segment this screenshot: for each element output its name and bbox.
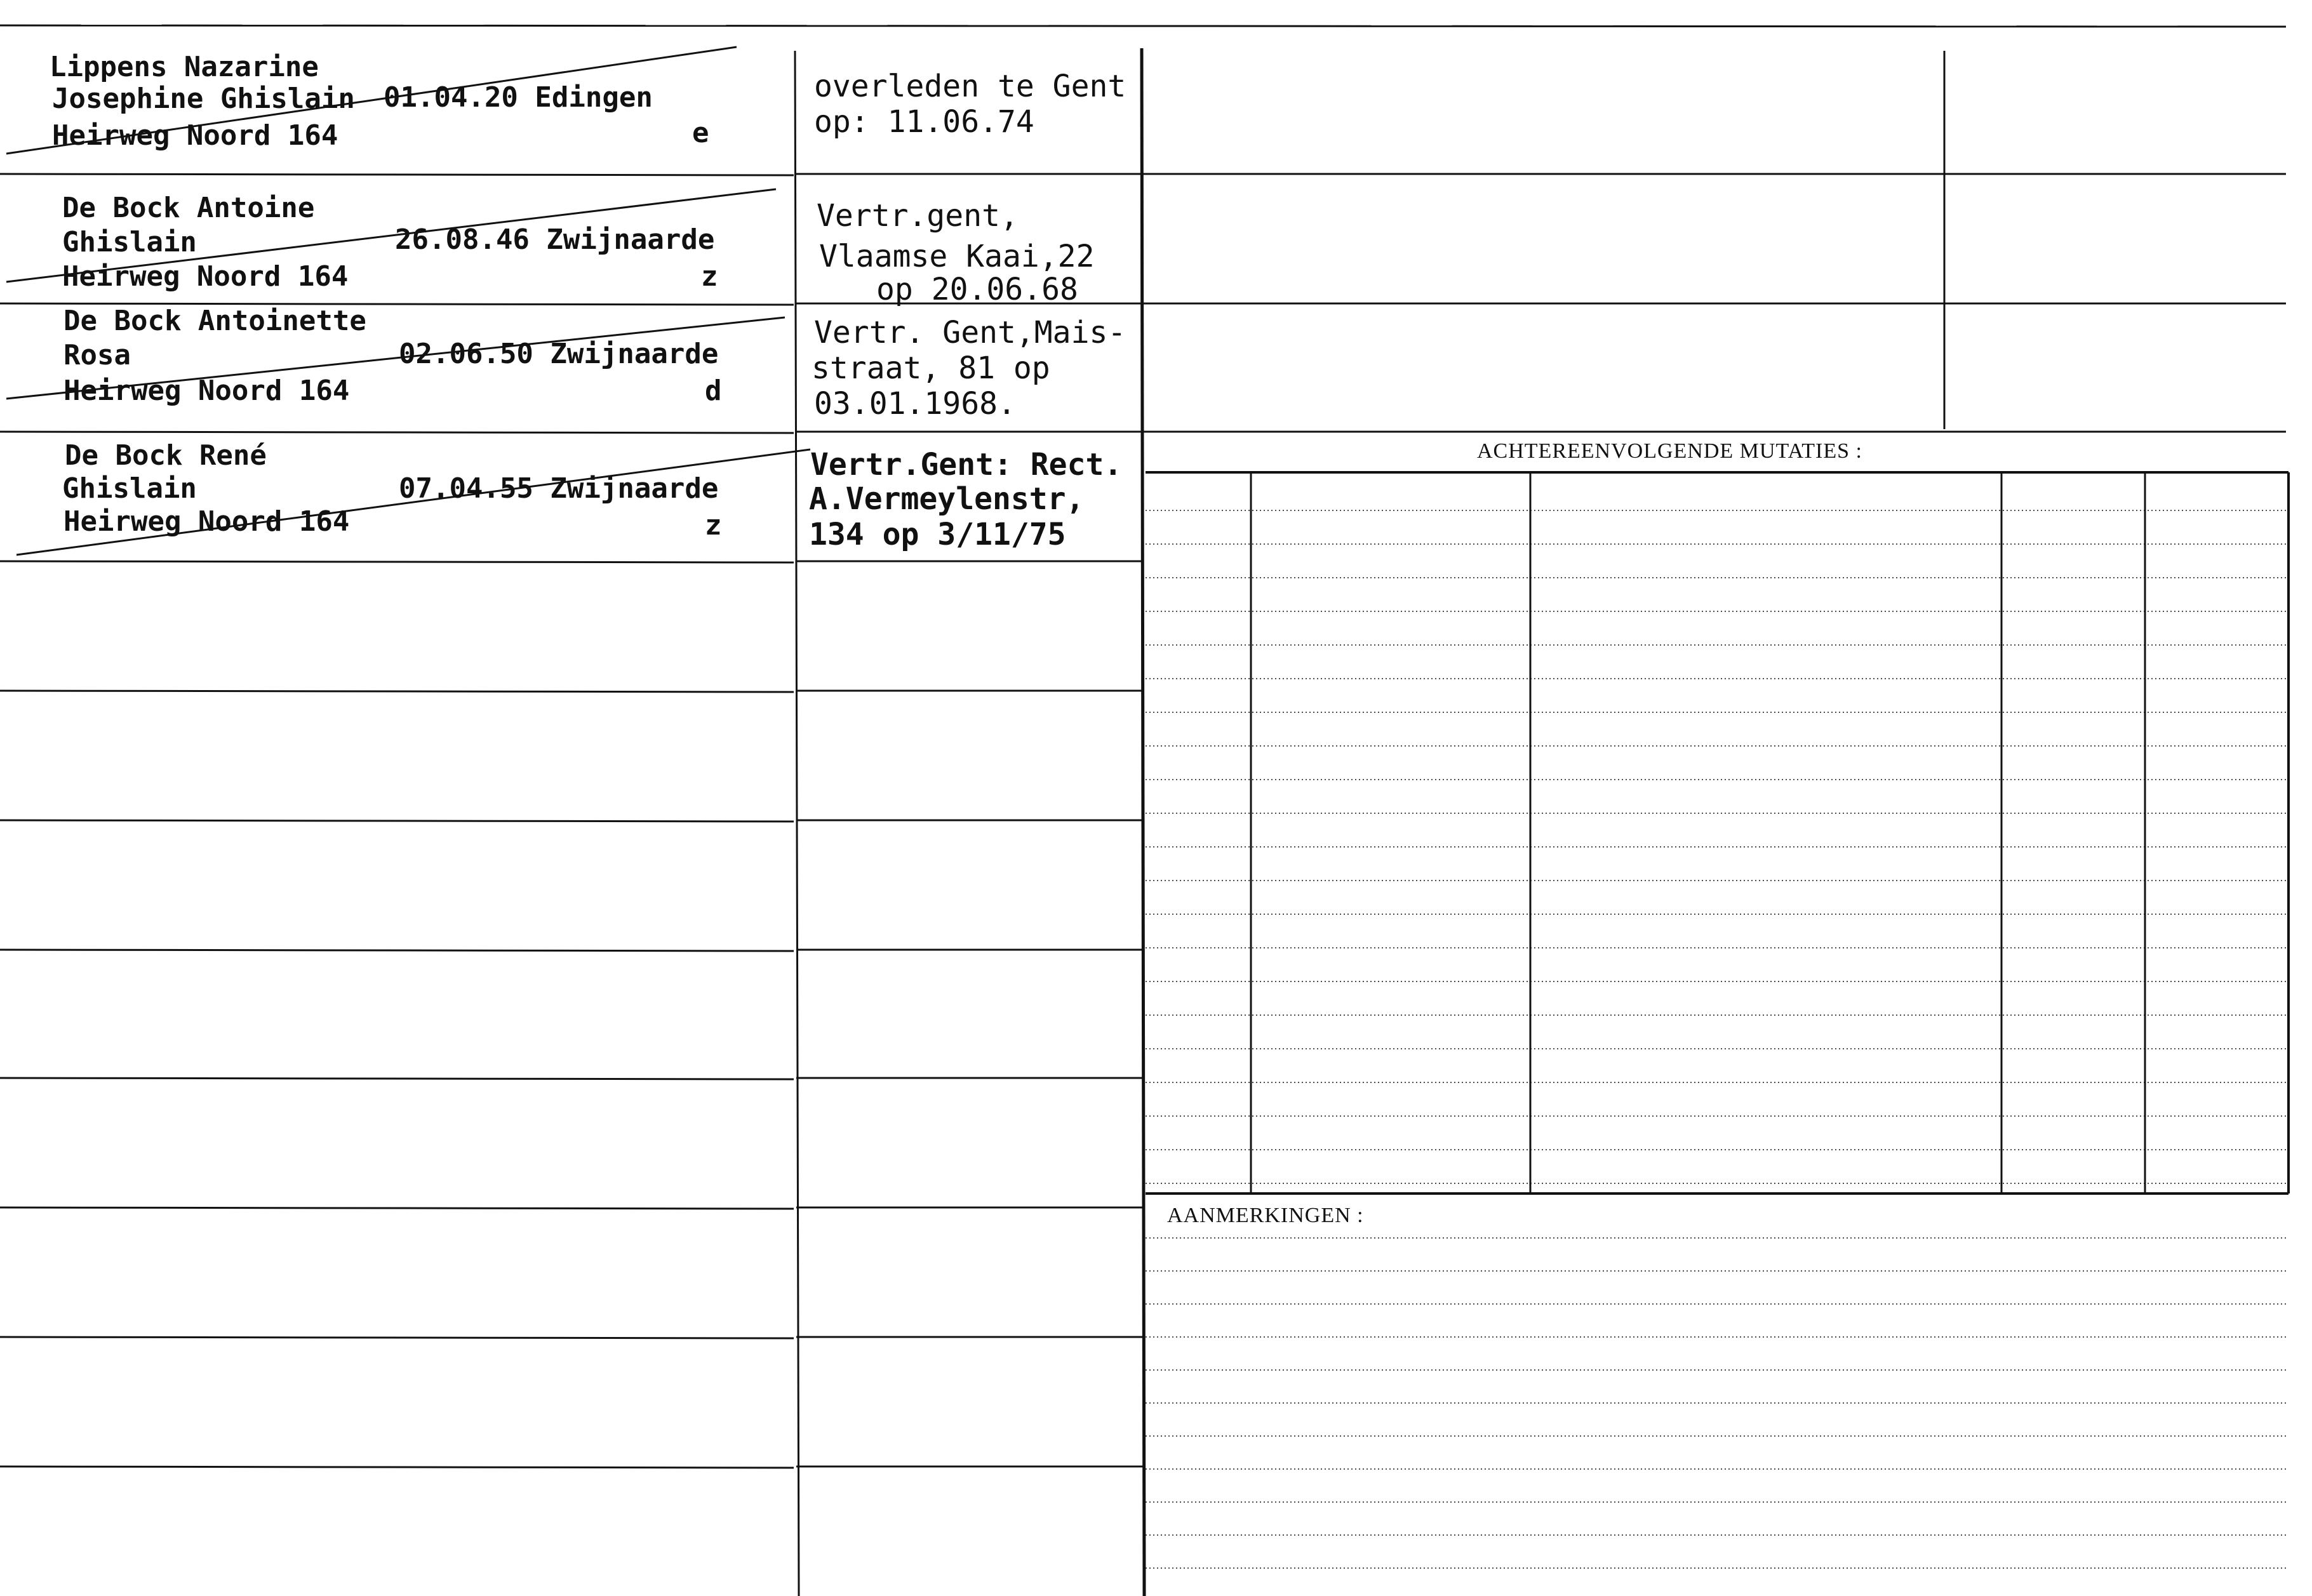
record-1-code: e [692,117,709,149]
record-3-remark-line3: 03.01.1968. [814,386,1016,422]
record-3-name-line1: De Bock Antoinette [63,305,366,337]
remarks-heading: AANMERKINGEN : [1167,1204,1364,1227]
record-3-name-line2: Rosa [63,339,131,371]
column-divider-left [795,51,799,1596]
left-row-divider [0,432,794,433]
left-row-divider [0,1337,794,1338]
record-3-remark-line1: Vertr. Gent,Mais- [814,315,1126,350]
record-3-code: d [705,375,722,407]
mutations-heading: ACHTEREENVOLGENDE MUTATIES : [1477,439,1862,463]
record-2-name-line1: De Bock Antoine [62,192,315,224]
record-3-birth: 02.06.50 Zwijnaarde [399,338,719,370]
left-row-divider [0,1078,794,1079]
record-4-remark-line1: Vertr.Gent: Rect. [810,447,1123,482]
record-1-name-line2: Josephine Ghislain [52,83,355,115]
left-row-divider [0,691,794,692]
record-4-address: Heirweg Noord 164 [63,505,350,538]
record-2-address: Heirweg Noord 164 [62,260,349,293]
left-row-divider [0,820,794,821]
left-row-divider [0,1466,794,1468]
record-4-remark-line2: A.Vermeylenstr, [809,481,1085,517]
record-3-address: Heirweg Noord 164 [63,375,350,407]
record-4-name-line2: Ghislain [62,472,197,505]
record-1-remark-line1: overleden te Gent [814,69,1126,104]
column-divider-main [1142,48,1144,1596]
record-2-remark-line2: Vlaamse Kaai,22 [819,239,1095,274]
record-2-birth: 26.08.46 Zwijnaarde [395,223,715,256]
record-2-remark-line3: op 20.06.68 [876,272,1078,307]
record-4-code: z [705,509,722,542]
record-4-birth: 07.04.55 Zwijnaarde [399,472,719,505]
left-row-divider [0,950,794,951]
left-row-divider [0,174,794,175]
record-1-birth: 01.04.20 Edingen [384,81,653,114]
record-1-name-line1: Lippens Nazarine [50,51,319,83]
left-row-divider [0,1207,794,1209]
record-2-name-line2: Ghislain [62,226,197,258]
record-4-remark-line3: 134 op 3/11/75 [809,517,1066,552]
record-2-remark-line1: Vertr.gent, [817,198,1019,234]
left-row-divider [0,561,794,562]
top-edge-line [0,25,2286,27]
record-2-code: z [701,260,718,293]
record-1-remark-line2: op: 11.06.74 [814,104,1034,140]
record-3-remark-line2: straat, 81 op [812,350,1050,386]
record-1-address: Heirweg Noord 164 [52,119,338,152]
record-4-name-line1: De Bock René [65,439,267,472]
